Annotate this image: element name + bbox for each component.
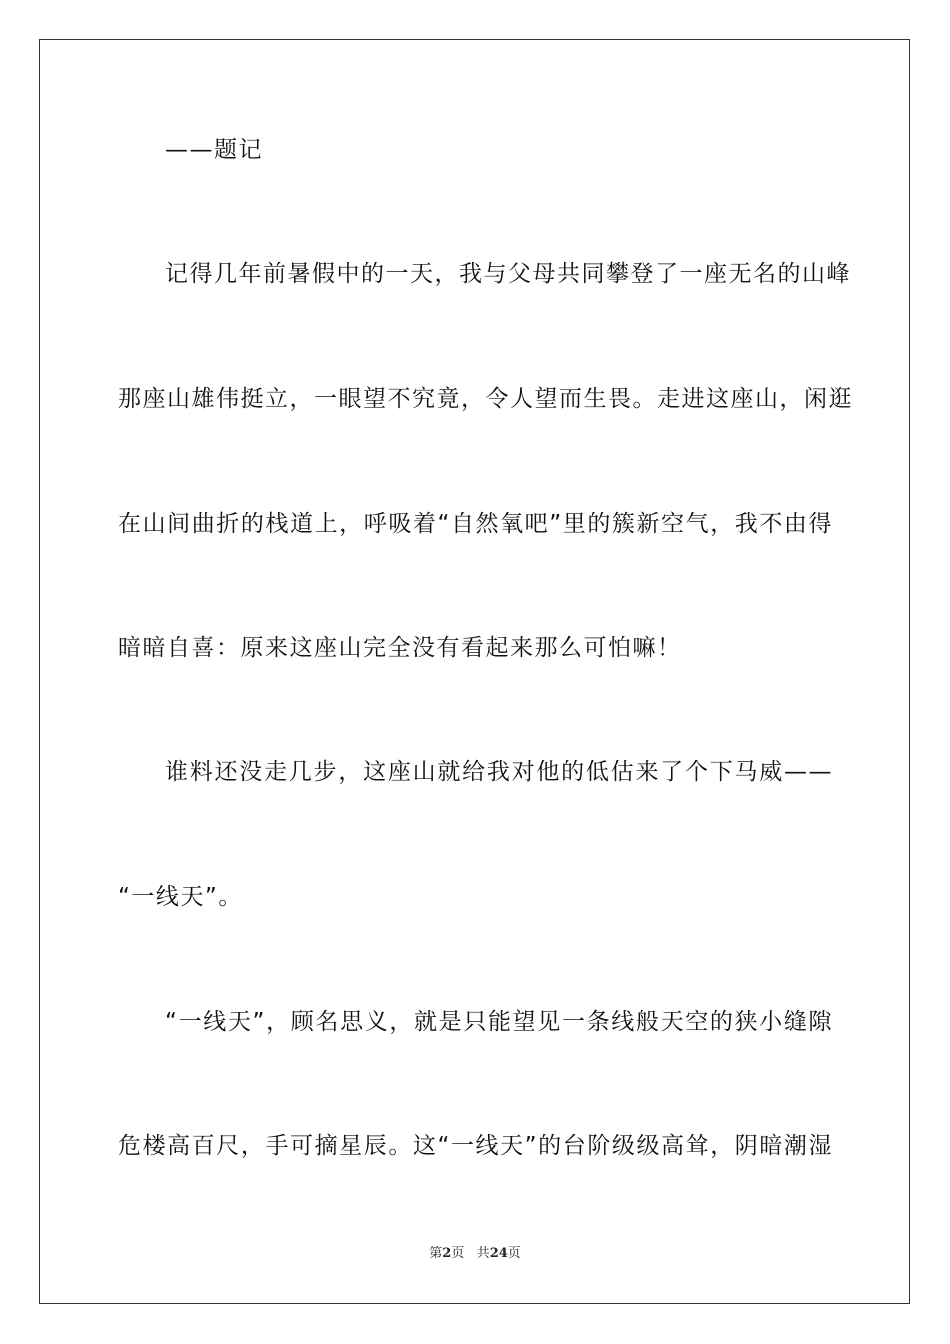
paragraph-line: “一线天”，顾名思义，就是只能望见一条线般天空的狭小缝隙 bbox=[165, 1009, 833, 1035]
total-prefix: 共 bbox=[476, 1246, 490, 1261]
paragraph-line: 在山间曲折的栈道上，呼吸着“自然氧吧”里的簇新空气，我不由得 bbox=[118, 511, 833, 537]
total-pages: 24 bbox=[489, 1246, 508, 1261]
paragraph-line: 那座山雄伟挺立，一眼望不究竟，令人望而生畏。走进这座山，闲逛 bbox=[118, 386, 853, 412]
paragraph-line: 危楼高百尺，手可摘星辰。这“一线天”的台阶级级高耸，阴暗潮湿 bbox=[118, 1133, 833, 1159]
page-footer bbox=[0, 1245, 950, 1263]
page-prefix: 第 bbox=[429, 1246, 443, 1261]
paragraph-line: 记得几年前暑假中的一天，我与父母共同攀登了一座无名的山峰 bbox=[165, 261, 851, 287]
page-number: 2 bbox=[442, 1246, 452, 1261]
total-suffix: 页 bbox=[507, 1246, 521, 1261]
paragraph-line: 谁料还没走几步，这座山就给我对他的低估来了个下马威—— bbox=[165, 759, 833, 785]
paragraph-line: 暗暗自喜：原来这座山完全没有看起来那么可怕嘛！ bbox=[118, 635, 682, 661]
page-suffix: 页 bbox=[451, 1246, 465, 1261]
page-border bbox=[39, 39, 910, 1304]
paragraph-line: “一线天”。 bbox=[118, 884, 243, 910]
epigraph-attribution: ——题记 bbox=[165, 137, 263, 163]
